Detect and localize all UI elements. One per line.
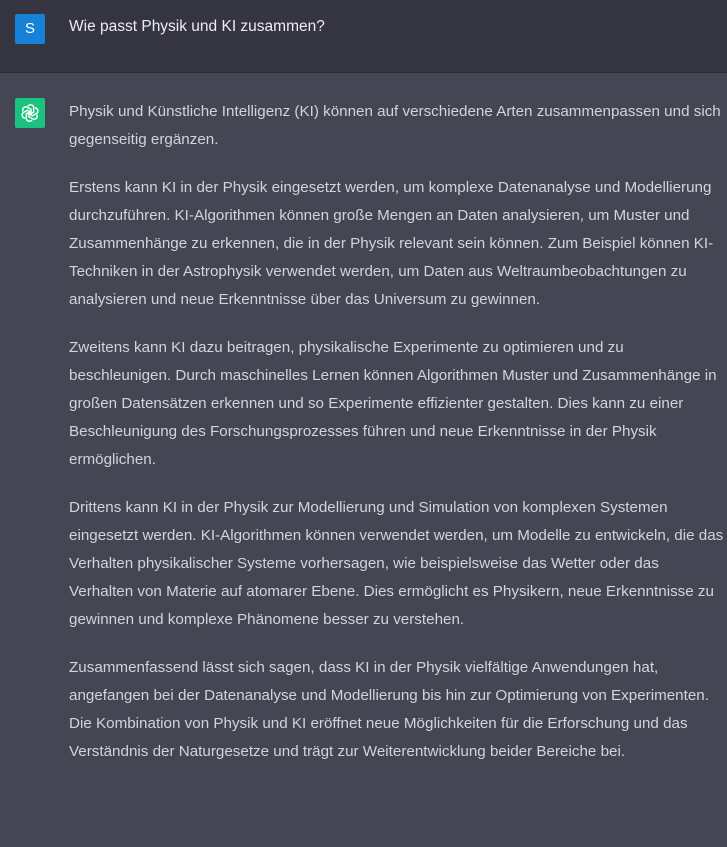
assistant-avatar xyxy=(15,98,45,128)
user-avatar: S xyxy=(15,14,45,44)
openai-logo-icon xyxy=(19,102,41,124)
message-paragraph: Drittens kann KI in der Physik zur Modellierung und Simulation von komplexen Systemen eingesetzt werden. KI-Algorithmen können verwendet werden, um Modelle zu entwickeln, die das Verhalten physikalischer Systeme vorhersagen, wie beispielsweise das Wetter oder das Verhalten von Materie auf atomarer Ebene. Dies ermöglicht es Physikern, neue Erkenntnisse zu gewinnen und komplexe Phänomene besser zu verstehen. xyxy=(69,499,724,628)
message-paragraph: Zweitens kann KI dazu beitragen, physikalische Experimente zu optimieren und zu beschleunigen. Durch maschinelles Lernen können Algorithmen Muster und Zusammenhänge in großen Datensätzen erkennen und so Experimente effizienter gestalten. Dies kann zu einer Beschleunigung des Forschungsprozesses führen und neue Erkenntnisse in der Physik ermöglichen. xyxy=(69,339,717,468)
user-message-text: Wie passt Physik und KI zusammen? xyxy=(69,18,325,35)
message-paragraph: Physik und Künstliche Intelligenz (KI) können auf verschiedene Arten zusammenpassen und sich gegenseitig ergänzen. xyxy=(69,103,721,148)
message-paragraph: Zusammenfassend lässt sich sagen, dass KI in der Physik vielfältige Anwendungen hat, angefangen bei der Datenanalyse und Modellierung bis hin zur Optimierung von Experimenten. Die Kombination von Physik und KI eröffnet neue Möglichkeiten für die Erforschung und das Verständnis der Naturgesetze und trägt zur Weiterentwicklung beider Bereiche bei. xyxy=(69,659,709,760)
assistant-message-text xyxy=(69,98,725,786)
user-message-row xyxy=(0,0,727,73)
assistant-message-row xyxy=(0,73,727,847)
message-paragraph: Erstens kann KI in der Physik eingesetzt werden, um komplexe Datenanalyse und Modellierung durchzuführen. KI-Algorithmen können große Mengen an Daten analysieren, um Muster und Zusammenhänge zu erkennen, die in der Physik relevant sein können. Zum Beispiel können KI-Techniken in der Astrophysik verwendet werden, um Daten aus Weltraumbeobachtungen zu analysieren und neue Erkenntnisse über das Universum zu gewinnen. xyxy=(69,179,714,308)
